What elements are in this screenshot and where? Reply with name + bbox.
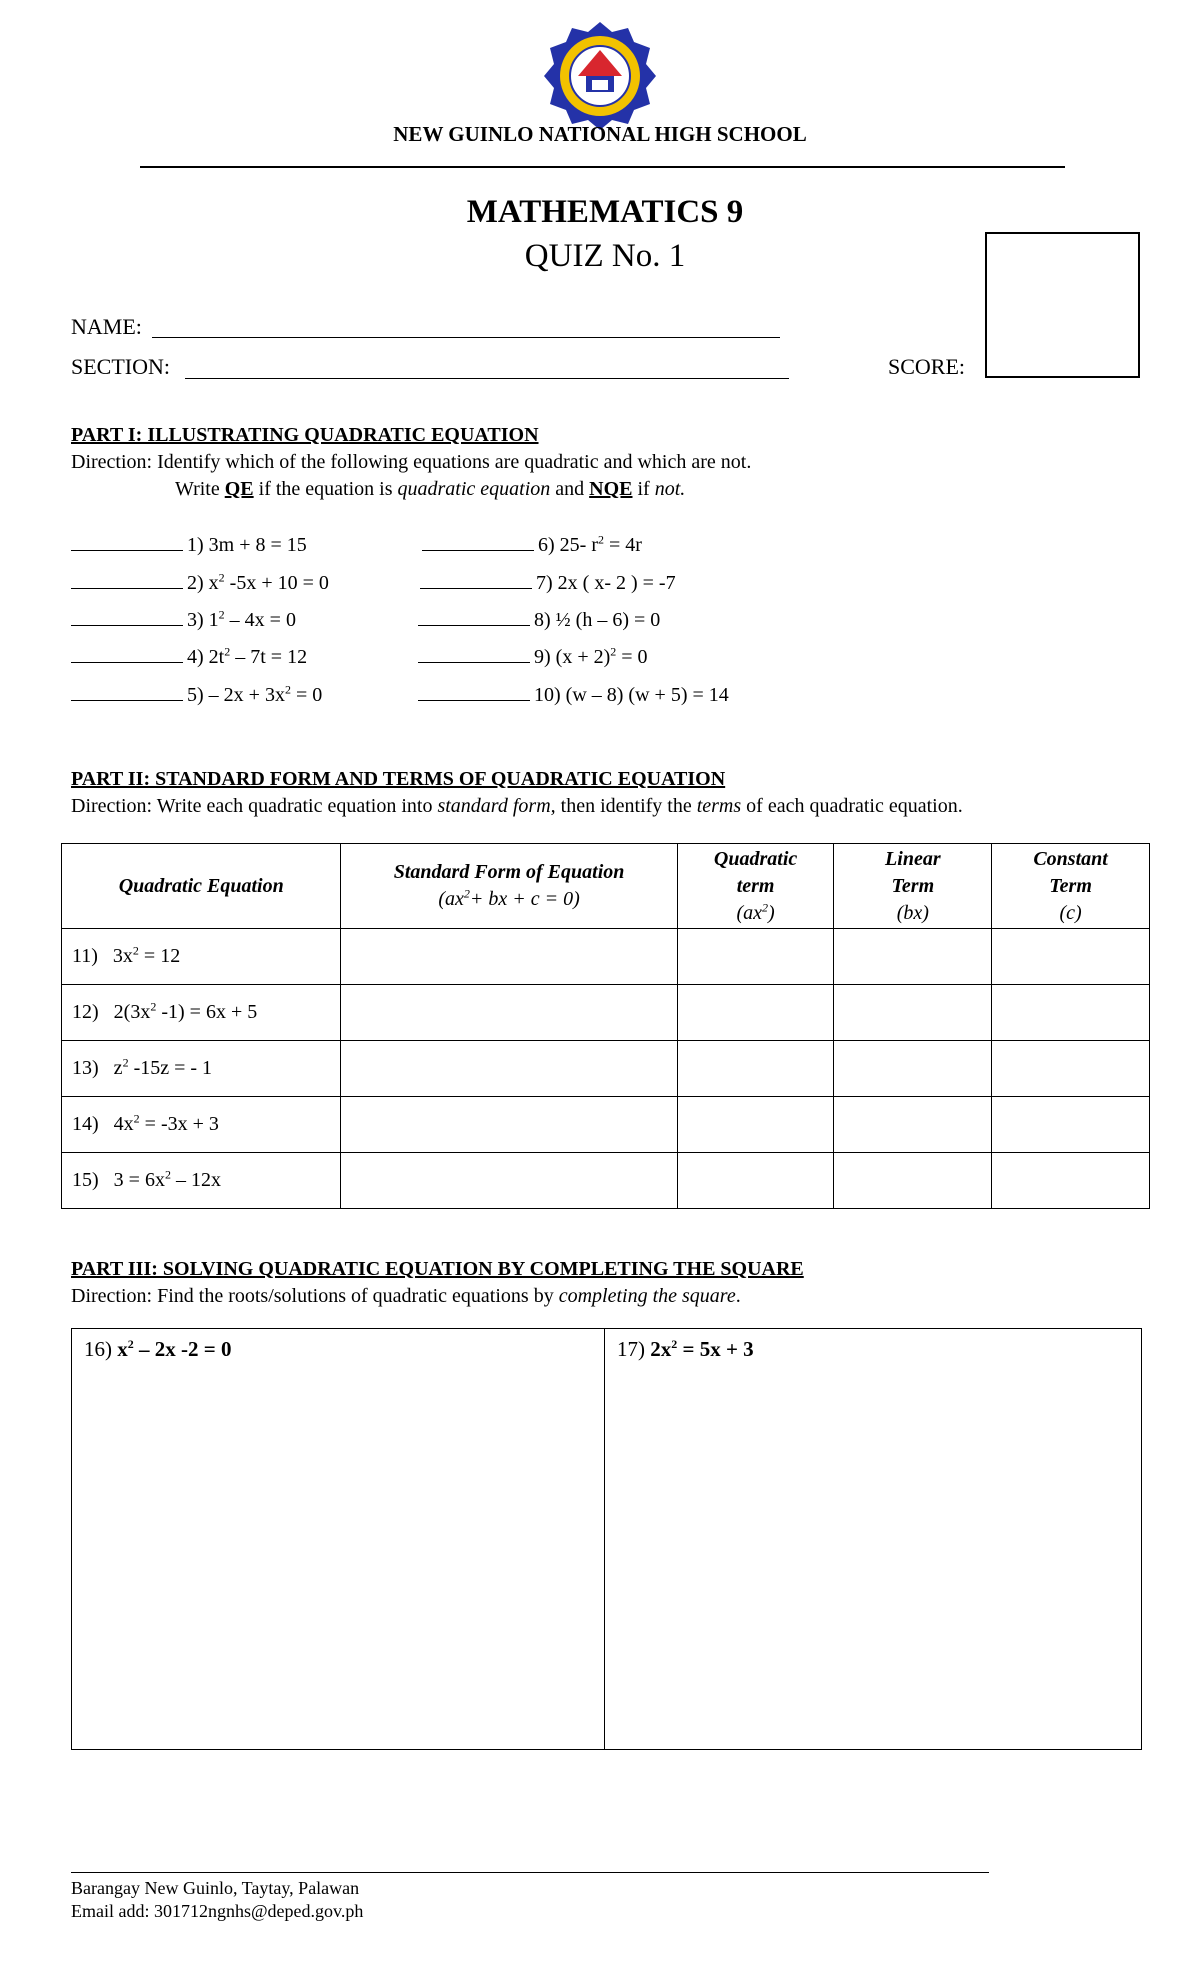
standard-form-cell[interactable] (341, 985, 677, 1041)
answer-blank[interactable] (422, 532, 534, 551)
subject-title: MATHEMATICS 9 (466, 194, 744, 230)
section-label: SECTION: (71, 354, 170, 379)
item-8[interactable]: 8) ½ (h – 6) = 0 (418, 607, 660, 632)
equation-cell: 13) $z^2$ -15z = - 1 (62, 1041, 341, 1097)
item-4[interactable]: 4) $2t^2 - 7t = 12$ (71, 644, 307, 669)
constant-term-cell[interactable] (992, 1153, 1150, 1209)
quadratic-term-cell[interactable] (677, 985, 834, 1041)
answer-blank[interactable] (71, 570, 183, 589)
equation-cell: 12) $2(3x^2$ -1) = 6x + 5 (62, 985, 341, 1041)
linear-term-cell[interactable] (834, 929, 992, 985)
part1-direction-2: Write QE if the equation is quadratic equation and NQE if not. (175, 478, 686, 500)
question-16: 16) $x^2 - 2x$ -2 = 0 (84, 1337, 232, 1361)
footer-email: Email add: 301712ngnhs@deped.gov.ph (71, 1901, 364, 1921)
header-rule (140, 166, 1065, 168)
part2-direction: Direction: Write each quadratic equation into standard form, then identify the terms of each quadratic equation. (71, 795, 963, 817)
constant-term-cell[interactable] (992, 985, 1150, 1041)
answer-blank[interactable] (71, 644, 183, 663)
footer-address: Barangay New Guinlo, Taytay, Palawan (71, 1878, 360, 1898)
quadratic-term-cell[interactable] (677, 1097, 834, 1153)
item-3[interactable]: 3) $1^2 - 4x = 0$ (71, 607, 296, 632)
equation-cell: 11) $3x^2 = 12$ (62, 929, 341, 985)
constant-term-cell[interactable] (992, 1097, 1150, 1153)
part3-direction: Direction: Find the roots/solutions of quadratic equations by completing the square. (71, 1285, 741, 1307)
linear-term-cell[interactable] (834, 1153, 992, 1209)
question-17: 17) $2x^2 = 5x + 3$ (617, 1337, 754, 1361)
score-box[interactable] (985, 232, 1140, 378)
section-line[interactable] (185, 378, 789, 379)
col-linear-header: Linear Term (bx) (834, 844, 992, 929)
answer-blank[interactable] (418, 682, 530, 701)
box-divider (604, 1329, 605, 1749)
answer-area-17[interactable] (608, 1369, 1138, 1745)
item-5[interactable]: $5) - 2x + 3x^2 = 0$ (71, 682, 322, 707)
equation-cell: 15) $3 = 6x^2 - 12x$ (62, 1153, 341, 1209)
school-logo (540, 20, 660, 130)
answer-blank[interactable] (71, 607, 183, 626)
part2-heading: PART II: STANDARD FORM AND TERMS OF QUADRATIC EQUATION (71, 768, 726, 790)
footer-rule (71, 1872, 989, 1873)
item-6[interactable]: 6) 25- $r^2 = 4r$ (422, 532, 642, 557)
answer-area-16[interactable] (74, 1369, 602, 1745)
answer-blank[interactable] (71, 682, 183, 701)
standard-form-cell[interactable] (341, 1041, 677, 1097)
part2-table (61, 843, 1150, 1209)
answer-blank[interactable] (418, 607, 530, 626)
table-row (62, 929, 1150, 985)
linear-term-cell[interactable] (834, 1041, 992, 1097)
table-row (62, 1153, 1150, 1209)
table-header-row (62, 844, 1150, 929)
part3-answer-box (71, 1328, 1142, 1750)
part1-heading: PART I: ILLUSTRATING QUADRATIC EQUATION (71, 424, 539, 446)
item-1[interactable]: 1) 3m + 8 = 15 (71, 532, 307, 557)
item-7[interactable]: 7) 2x ( x- 2 ) = -7 (420, 570, 676, 595)
standard-form-cell[interactable] (341, 1097, 677, 1153)
quadratic-term-cell[interactable] (677, 929, 834, 985)
quadratic-term-cell[interactable] (677, 1041, 834, 1097)
constant-term-cell[interactable] (992, 1041, 1150, 1097)
item-9[interactable]: 9) $(x + 2)^2 = 0$ (418, 644, 648, 669)
part3-heading: PART III: SOLVING QUADRATIC EQUATION BY COMPLETING THE SQUARE (71, 1258, 804, 1280)
col-equation-header: Quadratic Equation (62, 844, 341, 929)
linear-term-cell[interactable] (834, 1097, 992, 1153)
part1-direction: Direction: Identify which of the following equations are quadratic and which are not. (71, 451, 752, 473)
answer-blank[interactable] (71, 532, 183, 551)
name-label: NAME: (71, 314, 142, 339)
constant-term-cell[interactable] (992, 929, 1150, 985)
table-row (62, 1097, 1150, 1153)
standard-form-cell[interactable] (341, 929, 677, 985)
quadratic-term-cell[interactable] (677, 1153, 834, 1209)
col-quadratic-header: Quadratic term $(ax^2)$ (677, 844, 834, 929)
item-2[interactable]: 2) $x^2$ -5x + 10 = 0 (71, 570, 329, 595)
item-10[interactable]: 10) (w – 8) (w + 5) = 14 (418, 682, 729, 707)
table-row (62, 1041, 1150, 1097)
col-constant-header: Constant Term (c) (992, 844, 1150, 929)
table-row (62, 985, 1150, 1041)
equation-cell: 14) $4x^2 = -3x + 3$ (62, 1097, 341, 1153)
name-line[interactable] (152, 337, 780, 338)
answer-blank[interactable] (418, 644, 530, 663)
answer-blank[interactable] (420, 570, 532, 589)
linear-term-cell[interactable] (834, 985, 992, 1041)
standard-form-cell[interactable] (341, 1153, 677, 1209)
quiz-title: QUIZ No. 1 (524, 238, 686, 274)
school-name: NEW GUINLO NATIONAL HIGH SCHOOL (393, 122, 807, 146)
score-label: SCORE: (888, 354, 966, 379)
col-standard-header: Standard Form of Equation ($ax^2+$ bx + c = 0) (341, 844, 677, 929)
